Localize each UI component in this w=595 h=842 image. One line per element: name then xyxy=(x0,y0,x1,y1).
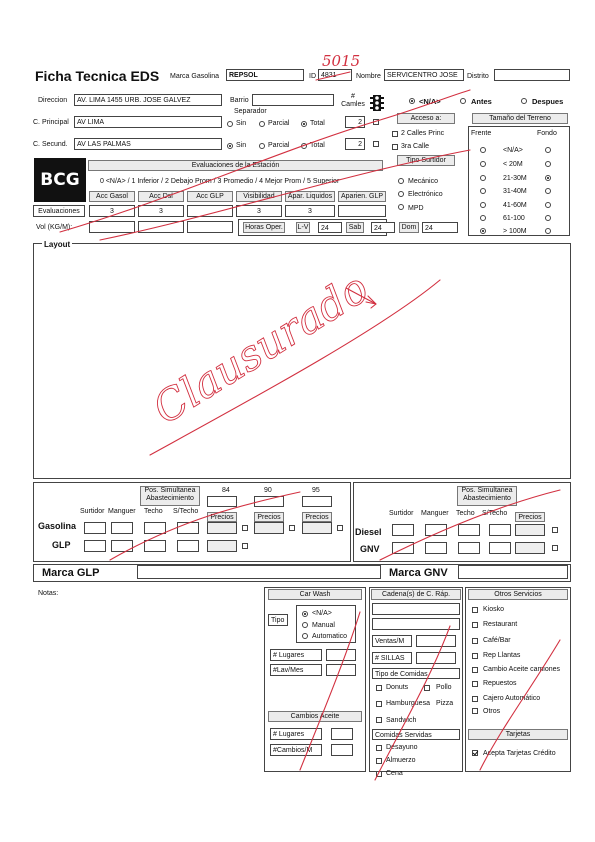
eval-acc-glp-field[interactable] xyxy=(187,205,233,217)
dom-label: Dom xyxy=(399,222,419,233)
cambio-aceite-camiones-checkbox[interactable] xyxy=(472,667,478,673)
marca-gasolina-field[interactable]: REPSOL xyxy=(226,69,304,81)
cena-label: Cena xyxy=(386,770,403,777)
diesel-label: Diesel xyxy=(355,527,382,537)
glp-checkbox[interactable] xyxy=(242,543,248,549)
camles-2-field[interactable]: 2 xyxy=(345,138,365,150)
barrio-label: Barrio xyxy=(230,97,249,104)
acceso-3ra-checkbox[interactable] xyxy=(392,144,398,150)
carwash-manual-label: Manual xyxy=(312,622,335,629)
acceso-2calles-checkbox[interactable] xyxy=(392,131,398,137)
sep2-sin-label: Sin xyxy=(236,142,247,149)
sep-parcial-label: Parcial xyxy=(268,120,290,127)
hamburguesa-checkbox[interactable] xyxy=(376,701,382,707)
cambios-aceite-header: Cambios Aceite xyxy=(268,711,362,722)
donuts-label: Donuts xyxy=(386,684,409,691)
fondo-31-40-radio[interactable] xyxy=(545,188,551,194)
col-manguer: Manguer xyxy=(108,508,136,515)
distrito-label: Distrito xyxy=(467,73,489,80)
fondo-label: Fondo xyxy=(537,130,557,137)
diesel-col-stecho: S/Techo xyxy=(482,510,508,517)
cprincipal-label: C. Principal xyxy=(33,119,69,126)
tipo-surtidor-header: Tipo Surtidor xyxy=(397,155,455,166)
cafebar-checkbox[interactable] xyxy=(472,638,478,644)
id-field[interactable]: 4831 xyxy=(318,69,352,81)
cambio-aceite-camiones-label: Cambio Aceite camiones xyxy=(483,666,561,673)
notas-label: Notas: xyxy=(38,590,59,597)
separador2-total-radio[interactable] xyxy=(301,143,307,149)
surtidor-electronico-radio[interactable] xyxy=(398,191,404,197)
rep-llantas-checkbox[interactable] xyxy=(472,653,478,659)
surtidor-mpd-radio[interactable] xyxy=(398,204,404,210)
glp-surtidor-field[interactable] xyxy=(84,540,106,552)
terreno-row-label: 31-40M xyxy=(503,188,527,195)
distrito-field[interactable] xyxy=(494,69,570,81)
pos-90-field[interactable] xyxy=(254,496,284,507)
frente-label: Frente xyxy=(471,130,492,137)
sillas-field[interactable] xyxy=(416,652,456,664)
lv-label: L-V xyxy=(297,224,309,231)
cafebar-label: Café/Bar xyxy=(483,637,511,644)
glp-techo-field[interactable] xyxy=(144,540,166,552)
separador1-parcial-radio[interactable] xyxy=(259,121,265,127)
gnv-precio-field[interactable] xyxy=(515,542,545,554)
gas-precio-95-field[interactable] xyxy=(302,522,332,534)
gnv-stecho-field[interactable] xyxy=(489,542,511,554)
surtidor-mpd-label: MPD xyxy=(408,205,424,212)
diesel-col-techo: Techo xyxy=(456,510,475,517)
carwash-lugares-label: # Lugares xyxy=(270,649,322,661)
diesel-techo-field[interactable] xyxy=(458,524,480,536)
vol-field-3[interactable] xyxy=(187,221,233,233)
restaurant-checkbox[interactable] xyxy=(472,622,478,628)
gas-techo-field[interactable] xyxy=(144,522,166,534)
donuts-checkbox[interactable] xyxy=(376,685,382,691)
gas-84-checkbox[interactable] xyxy=(242,525,248,531)
marca-gasolina-label: Marca Gasolina xyxy=(170,73,220,80)
sab-label: Sab xyxy=(346,222,364,233)
terreno-row-label: < 20M xyxy=(503,161,523,168)
ventas-field[interactable] xyxy=(416,635,456,647)
acepta-tarjetas-checkbox[interactable] xyxy=(472,750,478,756)
surtidor-mecanico-radio[interactable] xyxy=(398,178,404,184)
gnv-techo-field[interactable] xyxy=(458,542,480,554)
gnv-surtidor-field[interactable] xyxy=(392,542,414,554)
camles-2-checkbox[interactable] xyxy=(373,141,379,147)
rep-llantas-label: Rep Llantas xyxy=(483,652,521,659)
pos-simultanea-diesel-header: Pos. Simultanea Abastecimiento xyxy=(457,486,517,506)
page-title: Ficha Tecnica EDS xyxy=(35,68,160,84)
frente-gt100-radio[interactable] xyxy=(480,228,486,234)
desayuno-label: Desayuno xyxy=(386,744,418,751)
glp-label: GLP xyxy=(52,540,71,550)
precios-84-label: Precios xyxy=(207,512,237,522)
layout-panel[interactable] xyxy=(33,243,571,479)
sep2-total-label: Total xyxy=(310,142,325,149)
comidas-servidas-label: Comidas Servidas xyxy=(372,729,460,740)
col-stecho: S/Techo xyxy=(173,508,199,515)
gas-precio-90-field[interactable] xyxy=(254,522,284,534)
cadena-field-1[interactable] xyxy=(372,603,460,615)
diesel-precio-field[interactable] xyxy=(515,524,545,536)
almuerzo-label: Almuerzo xyxy=(386,757,416,764)
frente-31-40-radio[interactable] xyxy=(480,188,486,194)
id-label: ID xyxy=(309,73,316,80)
evaluaciones-scale: 0 <N/A> / 1 Inferior / 2 Debajo Prom / 3 Promedio / 4 Mejor Prom / 5 Superior xyxy=(100,178,340,185)
frente-61-100-radio[interactable] xyxy=(480,215,486,221)
csecund-label: C. Secund. xyxy=(33,141,68,148)
pos-simultanea-header: Pos. Simultanea Abastecimiento xyxy=(140,486,200,506)
fondo-21-30-radio[interactable] xyxy=(545,175,551,181)
kiosko-checkbox[interactable] xyxy=(472,607,478,613)
otros-header: Otros Servicios xyxy=(468,589,568,600)
carwash-header: Car Wash xyxy=(268,589,362,600)
almuerzo-checkbox[interactable] xyxy=(376,758,382,764)
separador-label: Separador xyxy=(234,108,267,115)
gas-95-label: 95 xyxy=(312,487,320,494)
gas-95-checkbox[interactable] xyxy=(337,525,343,531)
glp-stecho-field[interactable] xyxy=(177,540,199,552)
gas-stecho-field[interactable] xyxy=(177,522,199,534)
fondo-gt100-radio[interactable] xyxy=(545,228,551,234)
gas-90-label: 90 xyxy=(264,487,272,494)
fondo-61-100-radio[interactable] xyxy=(545,215,551,221)
vol-field-1[interactable] xyxy=(89,221,135,233)
terreno-row-label: 21-30M xyxy=(503,175,527,182)
terreno-row-label: 61-100 xyxy=(503,215,525,222)
gnv-checkbox[interactable] xyxy=(552,545,558,551)
timing-despues-radio[interactable] xyxy=(521,98,527,104)
gas-90-checkbox[interactable] xyxy=(289,525,295,531)
diesel-col-manguer: Manguer xyxy=(421,510,449,517)
frente-41-60-radio[interactable] xyxy=(480,202,486,208)
col-acc-glp: Acc GLP xyxy=(187,191,233,202)
diesel-manguer-field[interactable] xyxy=(425,524,447,536)
direccion-label: Direccion xyxy=(38,97,68,104)
fondo-na-radio[interactable] xyxy=(545,147,551,153)
sillas-label: # SILLAS xyxy=(372,652,412,664)
gas-84-label: 84 xyxy=(222,487,230,494)
col-aparien-glp: Aparien. GLP xyxy=(338,191,386,202)
separador2-sin-radio[interactable] xyxy=(227,143,233,149)
repuestos-label: Repuestos xyxy=(483,680,517,687)
carwash-automatico-label: Automatico xyxy=(312,633,348,640)
separador1-sin-radio[interactable] xyxy=(227,121,233,127)
tarjetas-header: Tarjetas xyxy=(468,729,568,740)
sandwich-label: Sandwich xyxy=(386,717,417,724)
eval-acc-dsl-field[interactable]: 3 xyxy=(138,205,184,217)
otros-panel xyxy=(465,587,571,772)
nombre-field[interactable]: SERVICENTRO JOSE xyxy=(384,69,464,81)
cprincipal-field[interactable]: AV LIMA xyxy=(74,116,222,128)
sep2-parcial-label: Parcial xyxy=(268,142,290,149)
cajero-checkbox[interactable] xyxy=(472,696,478,702)
acceso-3ra-label: 3ra Calle xyxy=(401,143,430,150)
frente-21-30-radio[interactable] xyxy=(480,175,486,181)
eval-acc-gasol-field[interactable]: 3 xyxy=(89,205,135,217)
sandwich-checkbox[interactable] xyxy=(376,717,382,723)
diesel-surtidor-field[interactable] xyxy=(392,524,414,536)
desayuno-checkbox[interactable] xyxy=(376,745,382,751)
carwash-lugares-field[interactable] xyxy=(326,649,356,661)
otros-checkbox[interactable] xyxy=(472,708,478,714)
marca-glp-label: Marca GLP xyxy=(42,567,100,579)
frente-lt20-radio[interactable] xyxy=(480,161,486,167)
timing-antes-radio[interactable] xyxy=(460,98,466,104)
handwritten-id: 5015 xyxy=(322,52,361,70)
timing-na-radio[interactable] xyxy=(409,98,415,104)
carwash-tipo-label: Tipo xyxy=(268,614,288,626)
restaurant-label: Restaurant xyxy=(483,621,518,628)
timing-despues-label: Despues xyxy=(532,97,564,106)
sep-sin-label: Sin xyxy=(236,120,247,127)
carwash-automatico-radio[interactable] xyxy=(302,633,308,639)
col-apar-liquidos: Apar. Liquidos xyxy=(285,191,335,202)
tipo-comidas-label: Tipo de Comidas xyxy=(372,668,460,679)
timing-antes-label: Antes xyxy=(471,97,492,106)
vol-field-2[interactable] xyxy=(138,221,184,233)
terreno-header: Tamaño del Terreno xyxy=(472,113,568,124)
cadena-field-2[interactable] xyxy=(372,618,460,630)
acceso-header: Acceso a: xyxy=(397,113,455,124)
lv-field[interactable]: 24 xyxy=(318,222,342,233)
cadena-header: Cadena(s) de C. Ráp. xyxy=(371,589,461,600)
carwash-na-label: <N/A> xyxy=(312,610,332,617)
glp-manguer-field[interactable] xyxy=(111,540,133,552)
gasolina-label: Gasolina xyxy=(38,521,77,531)
separador2-parcial-radio[interactable] xyxy=(259,143,265,149)
col-surtidor: Surtidor xyxy=(80,508,105,515)
eval-visibilidad-field[interactable]: 3 xyxy=(236,205,282,217)
glp-precio-field[interactable] xyxy=(207,540,237,552)
pos-95-field[interactable] xyxy=(302,496,332,507)
terreno-row-label: <N/A> xyxy=(503,147,523,154)
fondo-41-60-radio[interactable] xyxy=(545,202,551,208)
col-visibilidad: Visibilidad xyxy=(236,191,282,202)
carwash-lavmes-field[interactable] xyxy=(326,664,356,676)
terreno-row-label: > 100M xyxy=(503,228,527,235)
frente-na-radio[interactable] xyxy=(480,147,486,153)
acepta-tarjetas-label: Acepta Tarjetas Crédito xyxy=(483,750,556,757)
handwritten-clausurado: Clausurado xyxy=(144,262,377,434)
acceso-2calles-label: 2 Calles Princ xyxy=(401,130,445,137)
surtidor-electronico-label: Electrónico xyxy=(408,191,443,198)
camles-label: # Camles xyxy=(341,93,365,108)
kiosko-label: Kiosko xyxy=(483,606,505,613)
nombre-label: Nombre xyxy=(356,73,381,80)
carwash-manual-radio[interactable] xyxy=(302,622,308,628)
eval-aparien-glp-field[interactable] xyxy=(338,205,386,217)
col-techo: Techo xyxy=(144,508,163,515)
pos-84-field[interactable] xyxy=(207,496,237,507)
otros-label: Otros xyxy=(483,708,501,715)
cambios-mes-label: #Cambios/M xyxy=(270,744,322,756)
cajero-label: Cajero Automático xyxy=(483,695,541,702)
diesel-checkbox[interactable] xyxy=(552,527,558,533)
direccion-field[interactable]: AV. LIMA 1455 URB. JOSE GALVEZ xyxy=(74,94,222,106)
carwash-lavmes-label: #Lav/Mes xyxy=(270,664,322,676)
pizza-label: Pizza xyxy=(436,700,454,707)
traffic-light-icon xyxy=(370,94,384,112)
terreno-row-label: 41-60M xyxy=(503,202,527,209)
pollo-label: Pollo xyxy=(436,684,452,691)
pollo-checkbox[interactable] xyxy=(424,685,430,691)
diesel-precios-label: Precios xyxy=(515,512,545,522)
cambios-lugares-field[interactable] xyxy=(331,728,353,740)
cambios-mes-field[interactable] xyxy=(331,744,353,756)
evaluaciones-row-label: Evaluaciones xyxy=(33,205,85,217)
cambios-lugares-label: # Lugares xyxy=(270,728,322,740)
ventas-label: Ventas/M xyxy=(372,635,412,647)
col-acc-gasol: Acc Gasol xyxy=(89,191,135,202)
surtidor-mecanico-label: Mecánico xyxy=(408,178,438,185)
fondo-lt20-radio[interactable] xyxy=(545,161,551,167)
gnv-label: GNV xyxy=(360,544,380,554)
vol-label: Vol (KG/M): xyxy=(36,224,73,231)
carwash-na-radio[interactable] xyxy=(302,611,308,617)
evaluaciones-header: Evaluaciones de la Estación xyxy=(88,160,383,171)
camles-1-field[interactable]: 2 xyxy=(345,116,365,128)
sab-field[interactable]: 24 xyxy=(371,222,395,233)
gas-precio-84-field[interactable] xyxy=(207,522,237,534)
dom-field[interactable]: 24 xyxy=(422,222,458,233)
cena-checkbox[interactable] xyxy=(376,771,382,777)
marca-gnv-label: Marca GNV xyxy=(389,567,448,579)
eval-apar-liquidos-field[interactable]: 3 xyxy=(285,205,335,217)
gnv-manguer-field[interactable] xyxy=(425,542,447,554)
bcg-logo: BCG xyxy=(34,158,86,202)
marca-glp-field[interactable] xyxy=(137,565,381,579)
repuestos-checkbox[interactable] xyxy=(472,681,478,687)
marca-gnv-field[interactable] xyxy=(458,565,568,579)
diesel-col-surtidor: Surtidor xyxy=(389,510,414,517)
precios-90-label: Precios xyxy=(254,512,284,522)
horas-oper-label: Horas Oper. xyxy=(243,222,285,233)
camles-1-checkbox[interactable] xyxy=(373,119,379,125)
gas-manguer-field[interactable] xyxy=(111,522,133,534)
hamburguesa-label: Hamburguesa xyxy=(386,700,430,707)
barrio-field[interactable] xyxy=(252,94,334,106)
gas-surtidor-field[interactable] xyxy=(84,522,106,534)
csecund-field[interactable]: AV LAS PALMAS xyxy=(74,138,222,150)
diesel-stecho-field[interactable] xyxy=(489,524,511,536)
layout-label: Layout xyxy=(44,240,71,249)
precios-95-label: Precios xyxy=(302,512,332,522)
sep-total-label: Total xyxy=(310,120,325,127)
col-acc-dsl: Acc Dsl xyxy=(138,191,184,202)
separador1-total-radio[interactable] xyxy=(301,121,307,127)
timing-na-label: <N/A> xyxy=(419,97,441,106)
